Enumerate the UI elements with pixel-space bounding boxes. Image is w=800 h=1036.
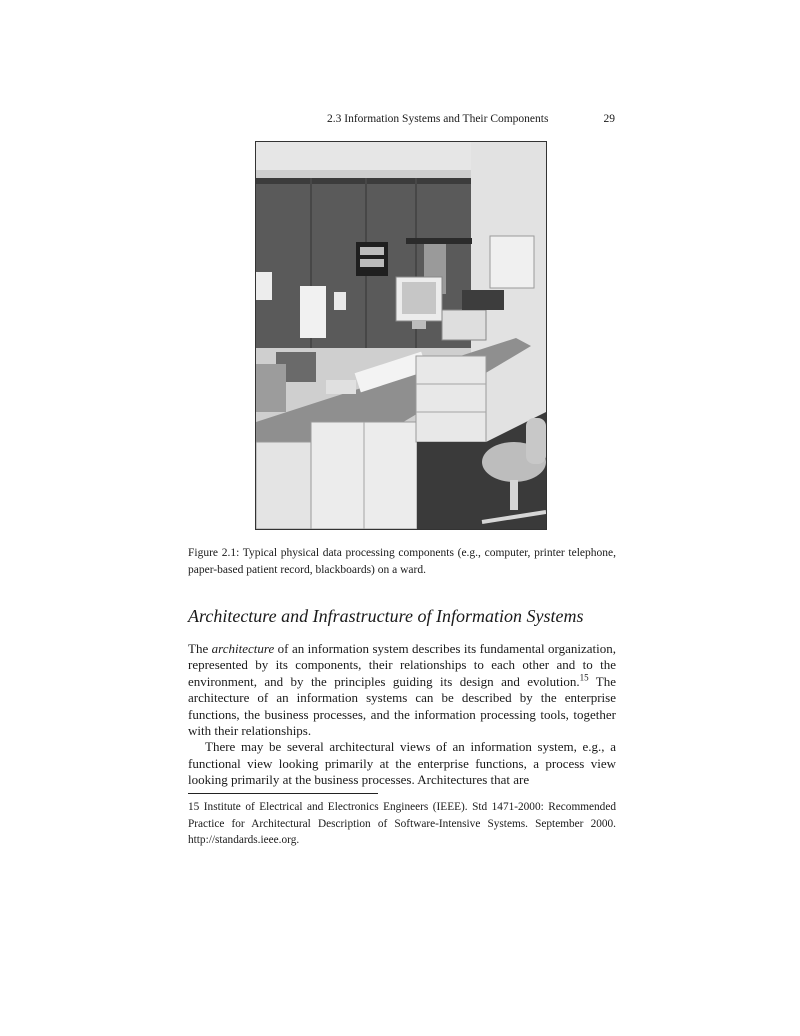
ward-photo (255, 141, 547, 530)
footnote: 15 Institute of Electrical and Electronics Engineers (IEEE). Std 1471-2000: Recommended Practice for Architectural Description of Software-Intensive Systems. September 2000. http://standards.ieee.org. (188, 801, 616, 846)
paragraph-1-part-3: The architecture of an information systems can be described by the enterprise functions, the business processes, and the information processing tools, together with their relationships. (188, 673, 616, 739)
page-number: 29 (603, 113, 615, 125)
running-header (327, 113, 615, 125)
paragraph-1-part-1: The (188, 641, 212, 656)
paragraph-1-part-2: of an information system describes its fundamental organization, represented by its components, their relationships to each other and to the environment, and by the principles guiding its design and evolution. (188, 641, 616, 689)
section-heading: Architecture and Infrastructure of Information Systems (188, 606, 584, 626)
running-title: 2.3 Information Systems and Their Components (327, 113, 549, 125)
paragraph-2: There may be several architectural views of an information system, e.g., a functional view looking primarily at the enterprise functions, a process view looking primarily at the business processes. Architectures that are (188, 739, 616, 788)
footnote-divider (188, 793, 378, 794)
paragraph-1 (188, 641, 616, 739)
body-text (188, 641, 616, 789)
architecture-term: architecture (211, 641, 275, 656)
footnote-reference[interactable]: 15 (579, 672, 589, 683)
ward-photo-illustration (256, 142, 546, 529)
figure-caption: Figure 2.1: Typical physical data processing components (e.g., computer, printer telephone, paper-based patient record, blackboards) on a ward. (188, 547, 616, 576)
